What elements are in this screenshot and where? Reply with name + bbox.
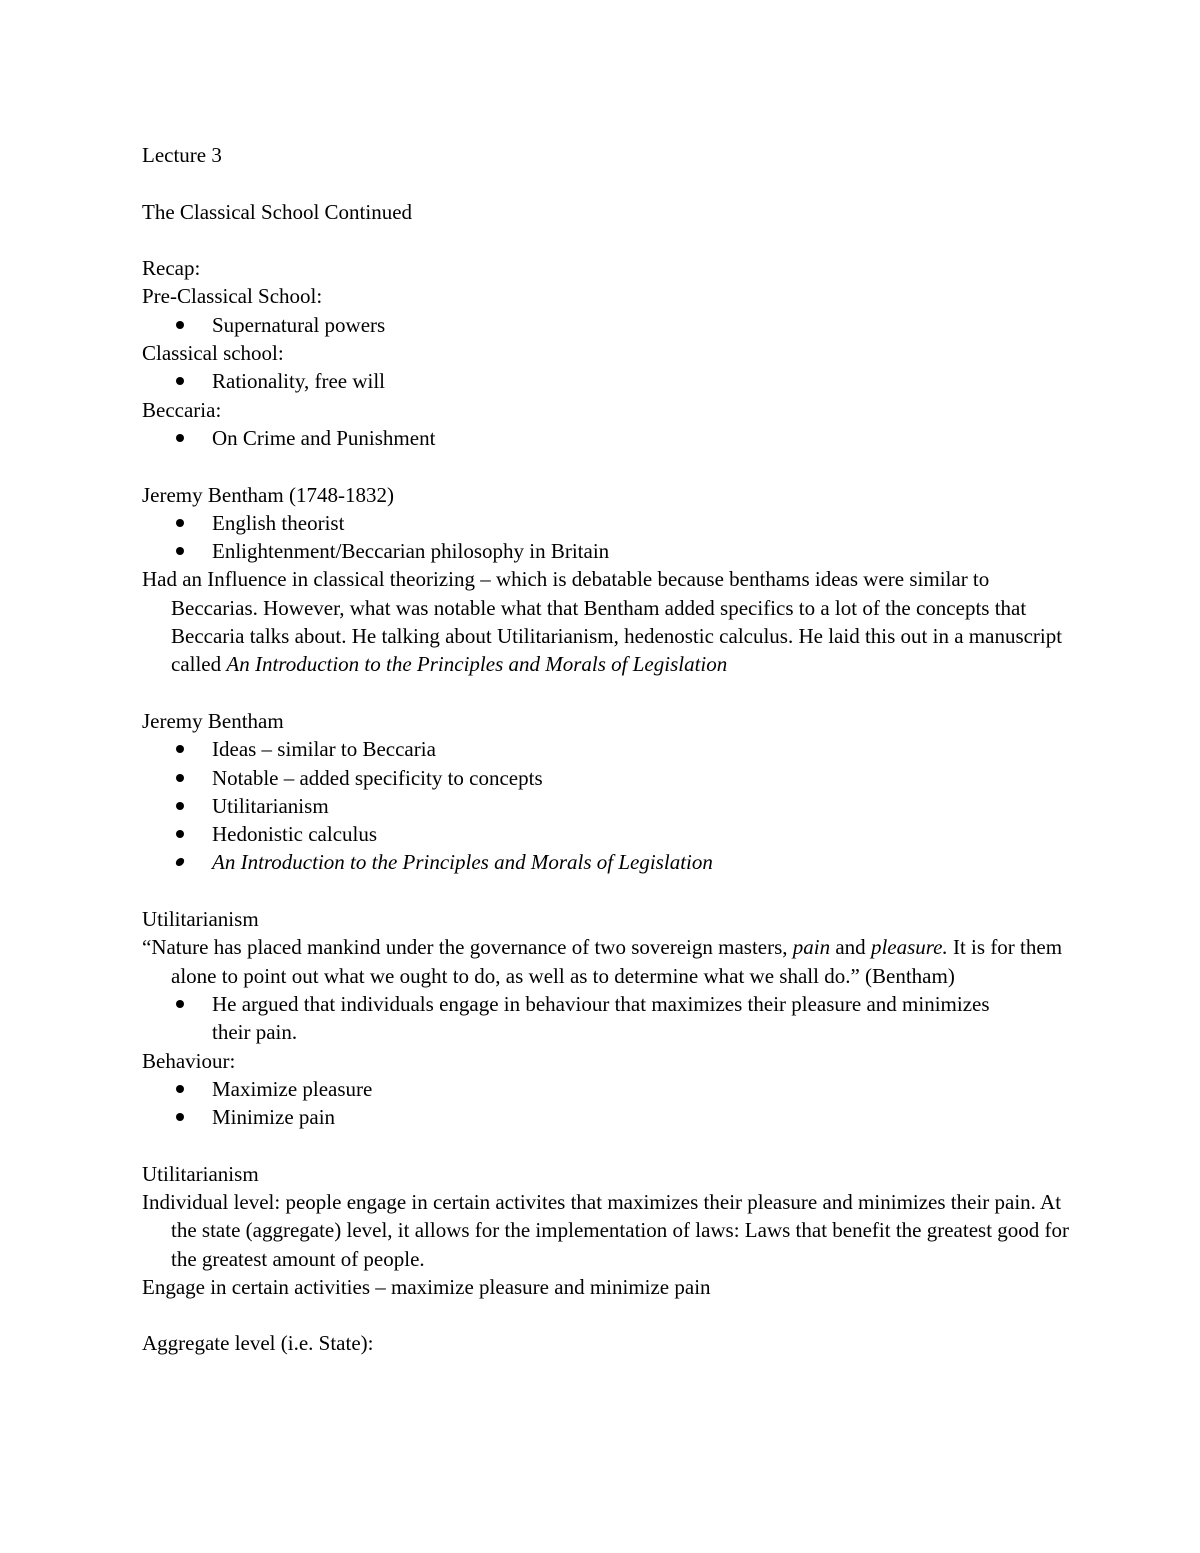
list-item: He argued that individuals engage in behaviour that maximizes their pleasure and minimizes their pain.: [142, 990, 992, 1047]
bullet-icon: [176, 1085, 184, 1093]
recap-heading: Recap:: [142, 256, 201, 281]
bullet-icon: [176, 774, 184, 782]
bullet-list: [142, 509, 1062, 566]
utilitarianism-paragraph: Individual level: people engage in certain activites that maximizes their pleasure and minimizes their pain. At the state (aggregate) level, it allows for the implementation of laws: Laws that benefit the greatest good for the greatest amount of people.: [142, 1189, 1070, 1271]
bullet-icon: [176, 519, 184, 527]
list-item: Rationality, free will: [142, 367, 992, 395]
bullet-icon: [176, 802, 184, 810]
bullet-icon: [176, 745, 184, 753]
bullet-list: [142, 1075, 1062, 1132]
bullet-list: [142, 367, 1062, 395]
bullet-icon: [176, 377, 184, 385]
list-item: Notable – added specificity to concepts: [142, 764, 992, 792]
recap-label: Beccaria:: [142, 397, 222, 422]
list-item: An Introduction to the Principles and Morals of Legislation: [142, 848, 992, 876]
bullet-list: [142, 311, 1062, 339]
section-heading: Jeremy Bentham (1748-1832): [142, 482, 394, 507]
behaviour-label: Behaviour:: [142, 1048, 236, 1073]
bullet-icon: [176, 1113, 184, 1121]
lecture-title: The Classical School Continued: [142, 199, 413, 224]
bullet-icon: [176, 434, 184, 442]
bullet-icon: [176, 830, 184, 838]
list-item: Minimize pain: [142, 1103, 992, 1131]
bullet-list: [142, 735, 1062, 876]
list-item: Supernatural powers: [142, 311, 992, 339]
bullet-icon: [176, 321, 184, 329]
section-heading: Utilitarianism: [142, 1161, 259, 1186]
recap-label: Classical school:: [142, 341, 284, 366]
list-item: Utilitarianism: [142, 792, 992, 820]
recap-label: Pre-Classical School:: [142, 284, 323, 309]
manuscript-title: An Introduction to the Principles and Morals of Legislation: [226, 652, 728, 677]
list-item: Hedonistic calculus: [142, 820, 992, 848]
list-item: Enlightenment/Beccarian philosophy in Britain: [142, 537, 992, 565]
bullet-list: [142, 990, 1062, 1047]
list-item: Ideas – similar to Beccaria: [142, 735, 992, 763]
bullet-icon: [176, 547, 184, 555]
document-body: [142, 141, 1070, 1358]
aggregate-line: Aggregate level (i.e. State):: [142, 1331, 374, 1356]
bullet-icon: [176, 1000, 184, 1008]
bentham-quote: “Nature has placed mankind under the governance of two sovereign masters, pain and pleasure. It is for them alone to point out what we ought to do, as well as to determine what we shall do.” (Bentham): [142, 935, 1063, 988]
engage-line: Engage in certain activities – maximize pleasure and minimize pain: [142, 1274, 711, 1299]
list-item: Maximize pleasure: [142, 1075, 992, 1103]
list-item: English theorist: [142, 509, 992, 537]
bullet-icon: [175, 858, 185, 866]
bullet-list: [142, 424, 1062, 452]
lecture-number: Lecture 3: [142, 143, 222, 167]
section-heading: Jeremy Bentham: [142, 708, 284, 733]
bentham-paragraph: Had an Influence in classical theorizing – which is debatable because benthams ideas were similar to Beccarias. However, what was notable what that Bentham added specifics to a lot of the concepts that Beccaria talks about. He talking about Utilitarianism, hedenostic calculus. He laid this out in a manuscript called An Introduction to the Principles and Morals of Legislation: [142, 567, 1063, 677]
section-heading: Utilitarianism: [142, 907, 259, 932]
list-item: On Crime and Punishment: [142, 424, 992, 452]
